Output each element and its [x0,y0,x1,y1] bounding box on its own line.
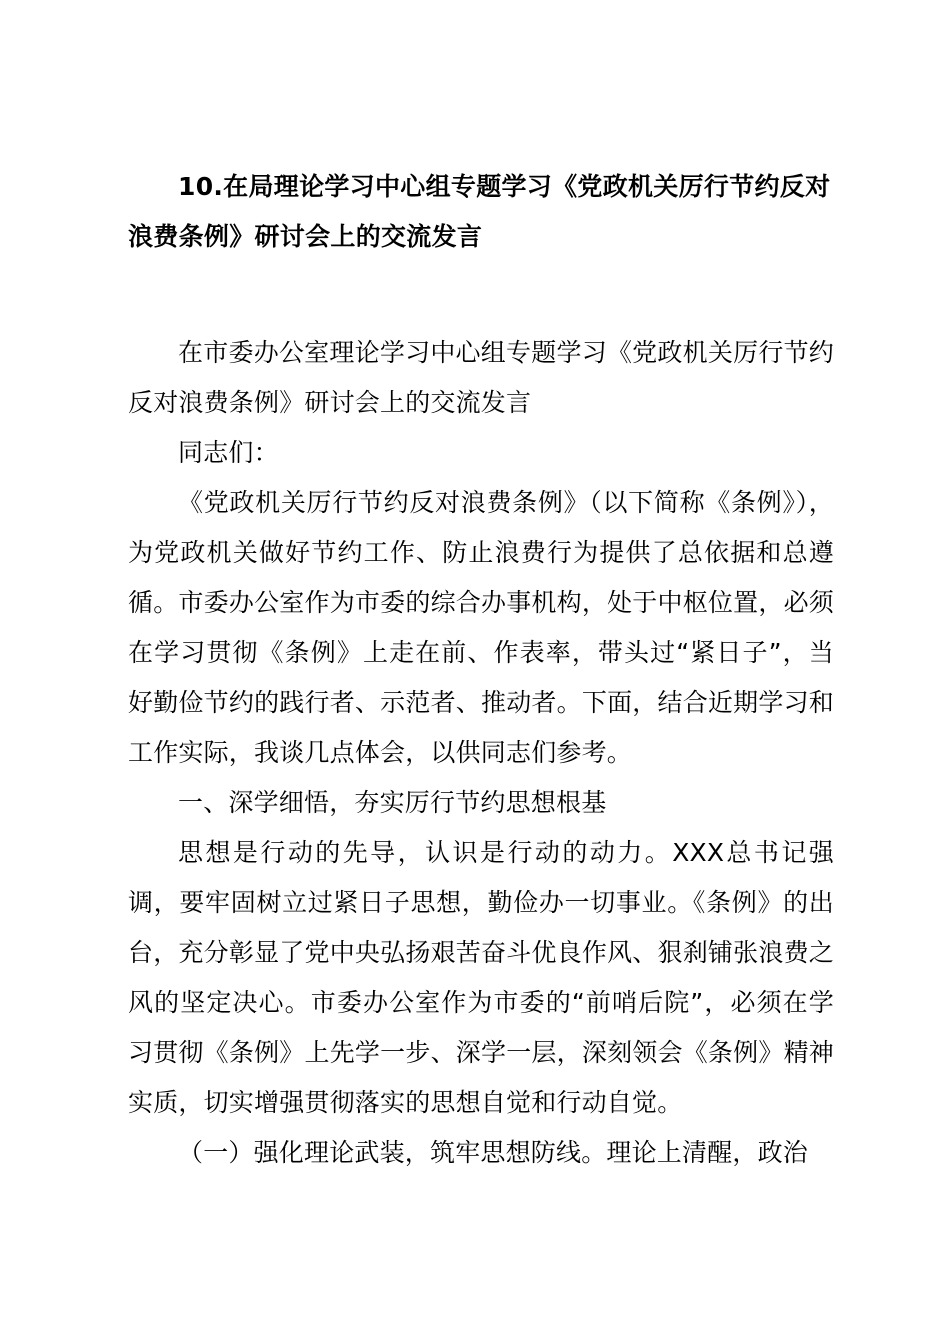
intro-paragraph: 《党政机关厉行节约反对浪费条例》（以下简称《条例》），为党政机关做好节约工作、防止浪费行为提供了总依据和总遵循。市委办公室作为市委的综合办事机构，处于中枢位置，必须在学习贯彻《条例》上走在前、作表率，带头过“紧日子”，当好勤俭节约的践行者、示范者、推动者。下面，结合近期学习和工作实际，我谈几点体会，以供同志们参考。 [128,488,834,767]
salutation-paragraph: 同志们： [178,438,279,467]
document-body [128,328,834,1178]
subtitle-paragraph: 在市委办公室理论学习中心组专题学习《党政机关厉行节约反对浪费条例》研讨会上的交流发言 [128,338,834,417]
section-1-paragraph: 思想是行动的先导，认识是行动的动力。XXX总书记强调，要牢固树立过紧日子思想，勤俭办一切事业。《条例》的出台，充分彰显了党中央弘扬艰苦奋斗优良作风、狠刹铺张浪费之风的坚定决心。市委办公室作为市委的“前哨后院”，必须在学习贯彻《条例》上先学一步、深学一层，深刻领会《条例》精神实质，切实增强贯彻落实的思想自觉和行动自觉。 [128,838,834,1117]
subsection-paragraph: （一）强化理论武装，筑牢思想防线。理论上清醒，政治 [178,1138,809,1167]
document-title: 10.在局理论学习中心组专题学习《党政机关厉行节约反对浪费条例》研讨会上的交流发言 [128,172,831,251]
section-heading-1: 一、深学细悟，夯实厉行节约思想根基 [178,788,607,817]
